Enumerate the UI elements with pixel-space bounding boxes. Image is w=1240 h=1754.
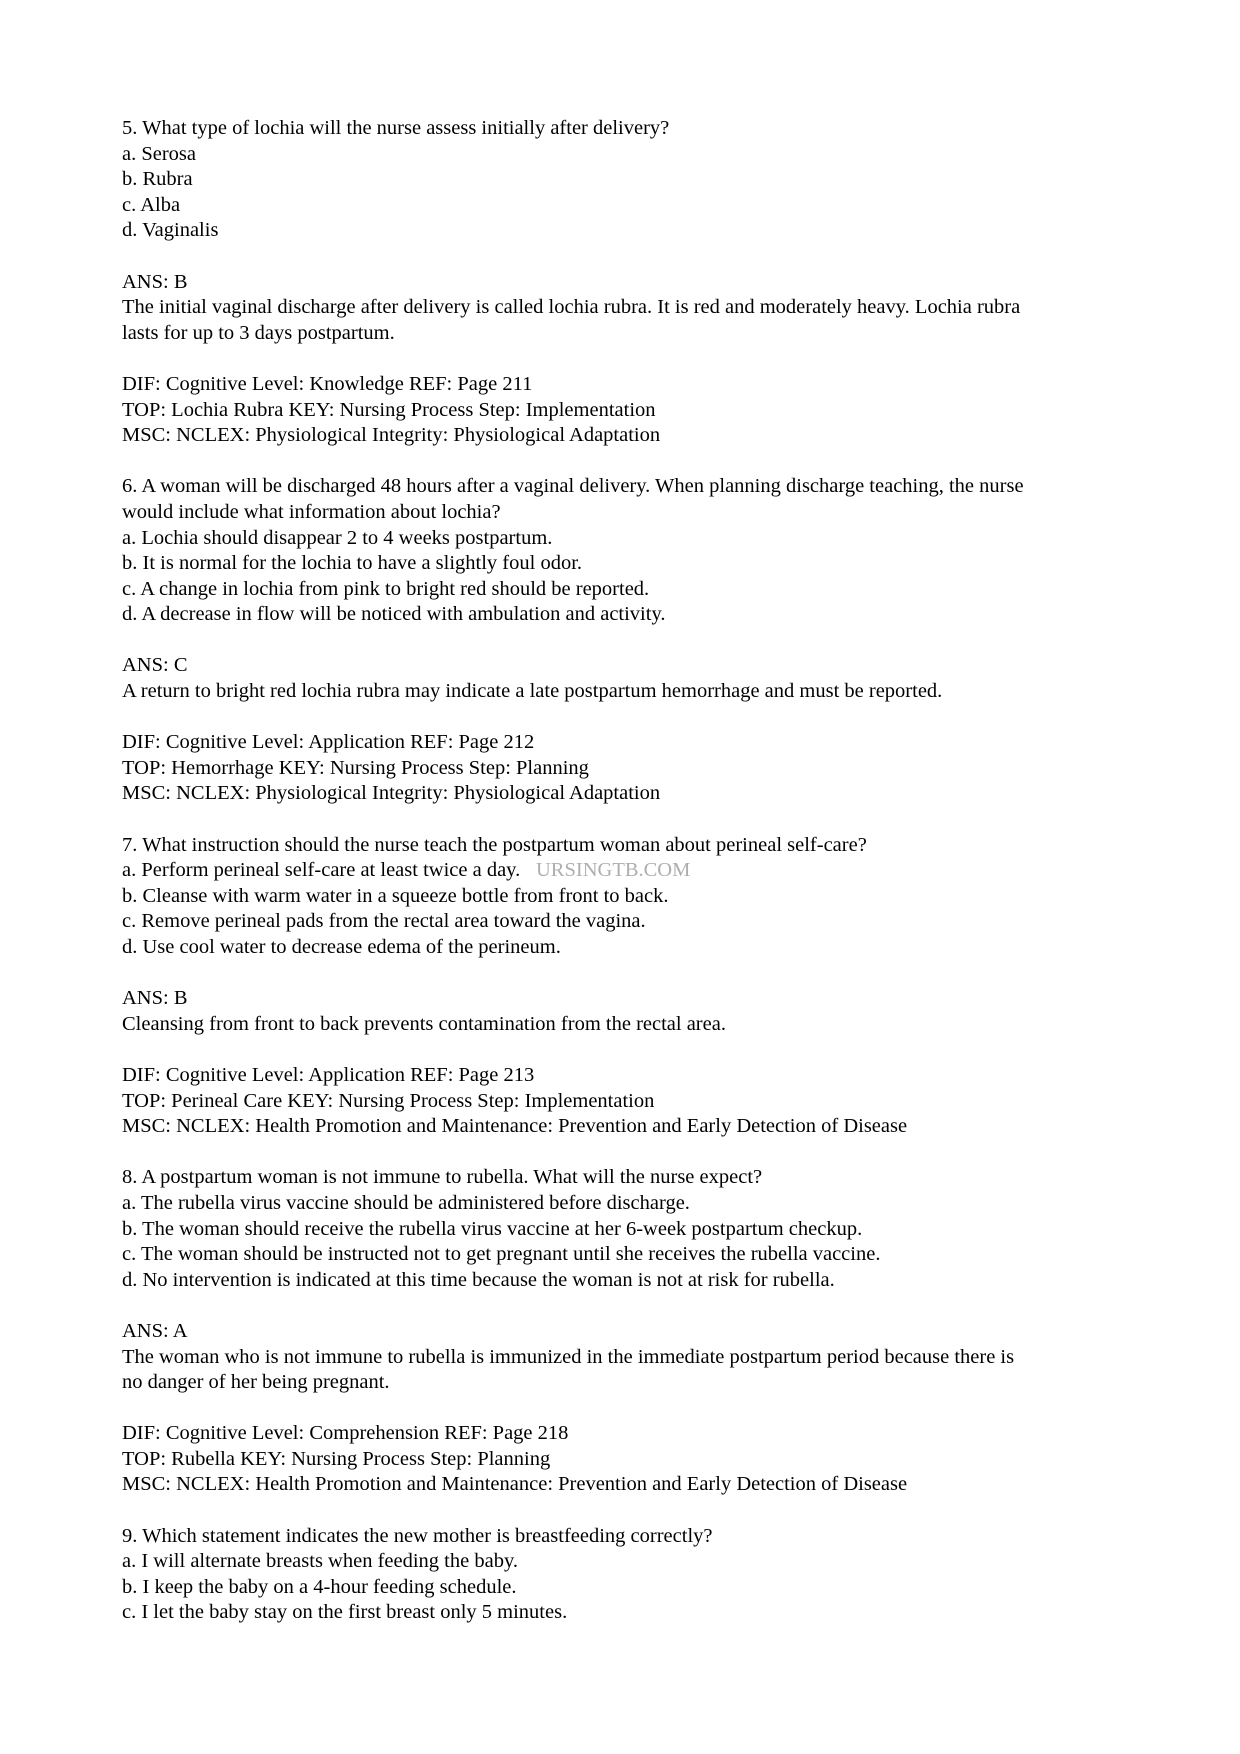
spacer [122,1396,1122,1422]
rationale-line: A return to bright red lochia rubra may indicate a late postpartum hemorrhage and must be reported. [122,680,943,703]
question-stem: 7. What instruction should the nurse teach the postpartum woman about perineal self-care? [122,833,867,856]
option-b: b. It is normal for the lochia to have a slightly foul odor. [122,552,583,575]
msc-category: MSC: NCLEX: Physiological Integrity: Physiological Adaptation [122,424,661,447]
rationale-line: lasts for up to 3 days postpartum. [122,321,395,344]
answer: ANS: B [122,987,188,1010]
option-b: b. Rubra [122,168,193,191]
answer: ANS: A [122,1319,188,1342]
question-stem: 5. What type of lochia will the nurse assess initially after delivery? [122,117,670,139]
option-a: a. Lochia should disappear 2 to 4 weeks postpartum. [122,526,553,549]
difficulty-ref: DIF: Cognitive Level: Comprehension REF: Page 218 [122,1422,569,1445]
rationale-line: The initial vaginal discharge after delivery is called lochia rubra. It is red and moderately heavy. Lochia rubra [122,296,1021,319]
question-5 [122,116,1122,474]
rationale-line: no danger of her being pregnant. [122,1371,390,1394]
spacer [122,244,1122,270]
spacer [122,449,1122,475]
topic-key: TOP: Hemorrhage KEY: Nursing Process Step: Planning [122,756,589,779]
question-stem: 6. A woman will be discharged 48 hours after a vaginal delivery. When planning discharge teaching, the nurse [122,475,1024,498]
option-d: d. Use cool water to decrease edema of the perineum. [122,936,561,958]
spacer [122,628,1122,654]
question-stem: 9. Which statement indicates the new mother is breastfeeding correctly? [122,1524,713,1547]
difficulty-ref: DIF: Cognitive Level: Application REF: Page 213 [122,1063,535,1086]
option-d: d. No intervention is indicated at this time because the woman is not at risk for rubella. [122,1268,835,1291]
option-c: c. The woman should be instructed not to get pregnant until she receives the rubella vaccine. [122,1243,881,1266]
rationale-line: Cleansing from front to back prevents contamination from the rectal area. [122,1012,726,1035]
msc-category: MSC: NCLEX: Physiological Integrity: Physiological Adaptation [122,782,661,805]
option-c: c. I let the baby stay on the first breast only 5 minutes. [122,1601,568,1624]
spacer [122,1037,1122,1063]
option-d: d. Vaginalis [122,219,219,242]
option-a: a. Serosa [122,142,197,165]
option-d: d. A decrease in flow will be noticed with ambulation and activity. [122,603,666,626]
question-9 [122,1524,1122,1626]
spacer [122,1293,1122,1319]
msc-category: MSC: NCLEX: Health Promotion and Maintenance: Prevention and Early Detection of Disease [122,1473,908,1496]
answer: ANS: C [122,654,188,677]
option-c: c. Remove perineal pads from the rectal area toward the vagina. [122,910,646,933]
option-a: a. The rubella virus vaccine should be administered before discharge. [122,1191,690,1214]
spacer [122,961,1122,987]
msc-category: MSC: NCLEX: Health Promotion and Maintenance: Prevention and Early Detection of Disease [122,1115,908,1138]
spacer [122,705,1122,731]
topic-key: TOP: Perineal Care KEY: Nursing Process Step: Implementation [122,1089,655,1112]
topic-key: TOP: Rubella KEY: Nursing Process Step: Planning [122,1447,551,1470]
spacer [122,1498,1122,1524]
spacer [122,807,1122,833]
difficulty-ref: DIF: Cognitive Level: Application REF: Page 212 [122,731,535,754]
question-stem-continued: would include what information about lochia? [122,500,501,523]
question-stem: 8. A postpartum woman is not immune to rubella. What will the nurse expect? [122,1166,763,1189]
topic-key: TOP: Lochia Rubra KEY: Nursing Process Step: Implementation [122,398,656,421]
option-b: b. Cleanse with warm water in a squeeze bottle from front to back. [122,884,669,907]
question-8 [122,1165,1122,1523]
option-c: c. Alba [122,193,181,216]
option-b: b. I keep the baby on a 4-hour feeding schedule. [122,1575,517,1598]
option-b: b. The woman should receive the rubella virus vaccine at her 6-week postpartum checkup. [122,1217,863,1240]
difficulty-ref: DIF: Cognitive Level: Knowledge REF: Page 211 [122,372,533,395]
question-6 [122,474,1122,832]
option-c: c. A change in lochia from pink to bright red should be reported. [122,577,650,600]
option-a: a. Perform perineal self-care at least twice a day. [122,859,521,882]
watermark: URSINGTB.COM [536,859,691,881]
spacer [122,346,1122,372]
answer: ANS: B [122,270,188,293]
rationale-line: The woman who is not immune to rubella is immunized in the immediate postpartum period because there is [122,1345,1015,1368]
option-a: a. I will alternate breasts when feeding the baby. [122,1550,518,1573]
spacer [122,1140,1122,1166]
